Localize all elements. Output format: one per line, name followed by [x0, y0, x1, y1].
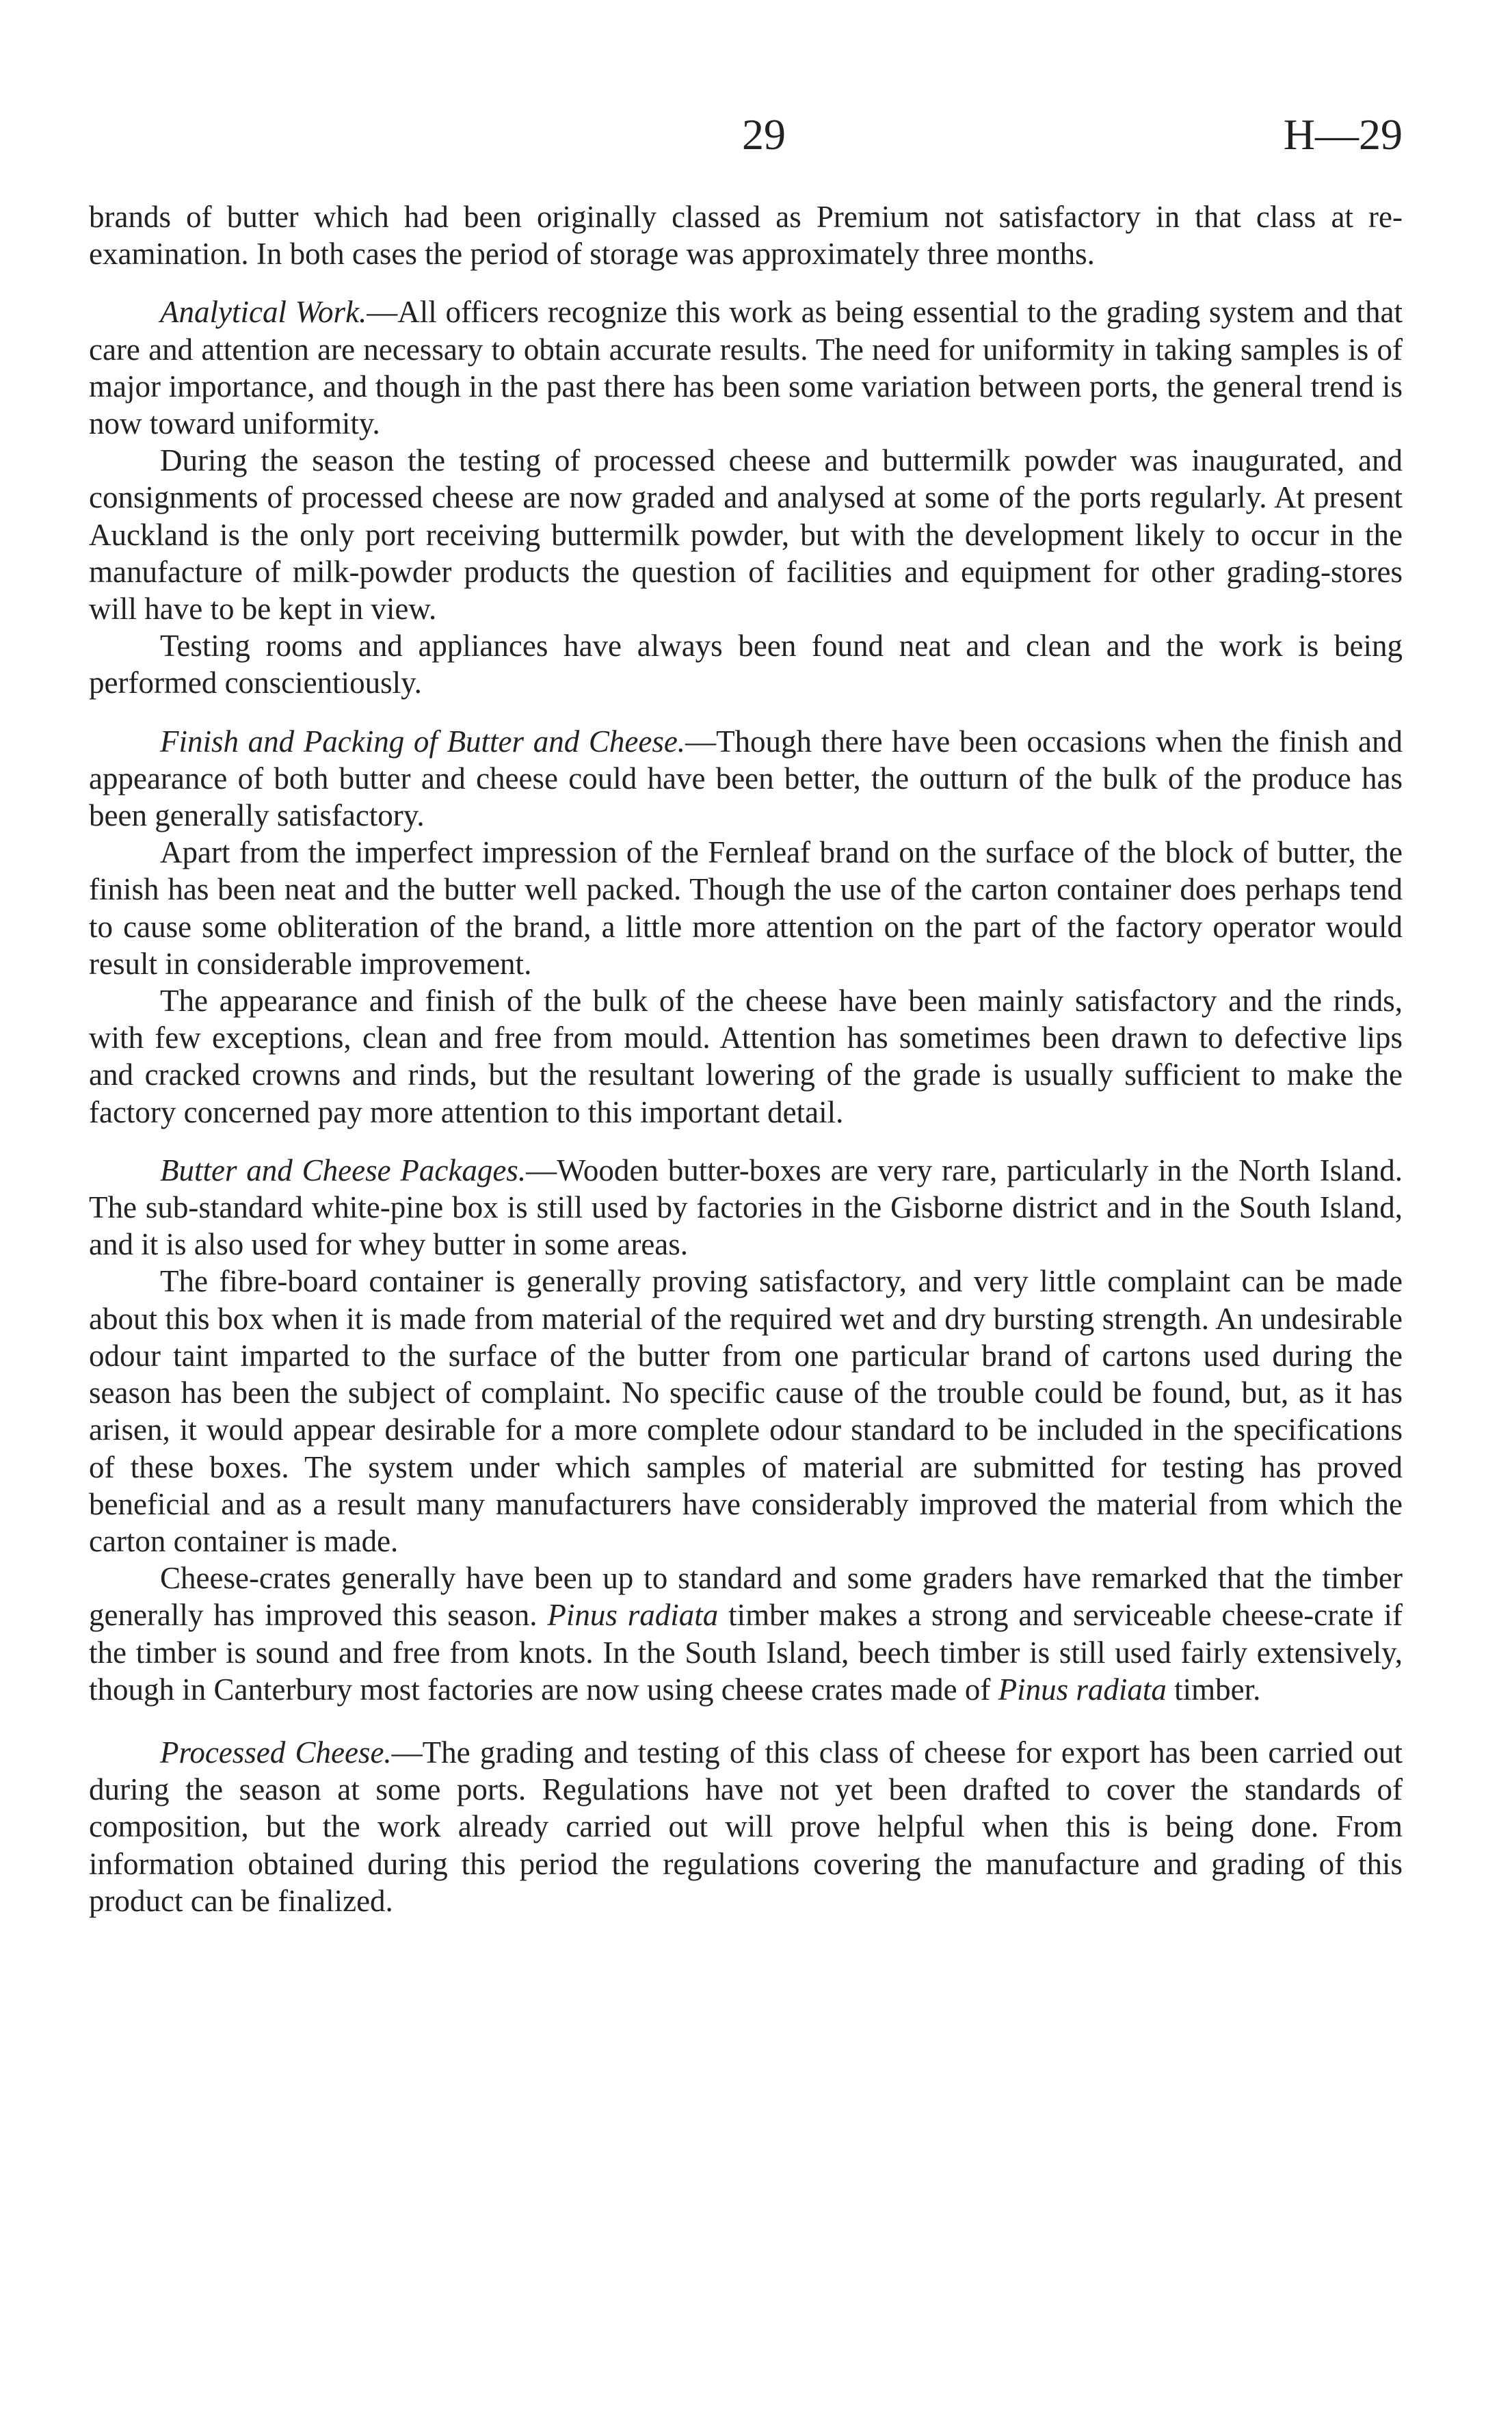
paragraph-text: —Wooden butter-boxes are very rare, particularly in the North Island. The sub-standard white-pine box is still used by factories in the Gisborne district and in the South Island, and it is also used for whey butter in some areas. [89, 1153, 1403, 1262]
section-heading-finish-packing: Finish and Packing of Butter and Cheese. [160, 724, 686, 759]
paragraph-text: —The grading and testing of this class of cheese for export has been carried out during the season at some ports. Regulations have not yet been drafted to cover the standards of composition, but the work already carried out will prove helpful when this is being done. From information obtained during this period the regulations covering the manufacture and grading of this product can be finalized. [89, 1735, 1403, 1918]
species-name: Pinus radiata [998, 1672, 1167, 1707]
body-text [89, 198, 1403, 1919]
paragraph-text: —All officers recognize this work as being essential to the grading system and that care and attention are necessary to obtain accurate results. The need for uniformity in taking samples is of major importance, and though in the past there has been some variation between ports, the general trend is now toward uniformity. [89, 295, 1403, 441]
paragraph-packages [89, 1152, 1403, 1263]
paragraph-testing-rooms: Testing rooms and appliances have always been found neat and clean and the work is being performed conscientiously. [89, 629, 1403, 700]
paragraph-text: timber. [1174, 1672, 1261, 1707]
paragraph-analytical-work [89, 293, 1403, 442]
paragraph-testing-inaugurated: During the season the testing of processed cheese and buttermilk powder was inaugurated, and consignments of processed cheese are now graded and analysed at some of the ports regularly. At present Auckland is the only port receiving buttermilk powder, but with the development likely to occur in the manufacture of milk-powder products the question of facilities and equipment for other grading-stores will have to be kept in view. [89, 443, 1403, 627]
paragraph-continued: brands of butter which had been originally classed as Premium not satisfactory in that class at re-examination. In both cases the period of storage was approximately three months. [89, 200, 1403, 272]
paragraph-fibre-board: The fibre-board container is generally proving satisfactory, and very little complaint can be made about this box when it is made from material of the required wet and dry bursting strength. An undesirable odour taint imparted to the surface of the butter from one particular brand of cartons used during the season has been the subject of complaint. No specific cause of the trouble could be found, but, as it has arisen, it would appear desirable for a more complete odour standard to be included in the specifications of these boxes. The system under which samples of material are submitted for testing has proved beneficial and as a result many manufacturers have considerably improved the material from which the carton container is made. [89, 1264, 1403, 1558]
paragraph-cheese-appearance: The appearance and finish of the bulk of the cheese have been mainly satisfactory and the rinds, with few exceptions, clean and free from mould. Attention has sometimes been drawn to defective lips and cracked crowns and rinds, but the resultant lowering of the grade is usually sufficient to make the factory concerned pay more attention to this important detail. [89, 984, 1403, 1129]
paragraph-text: timber makes a strong and serviceable cheese-crate if the timber is sound and free from knots. In the South Island, beech timber is still used fairly extensively, though in Canterbury most factories are now using cheese crates made of [89, 1598, 1403, 1707]
section-heading-packages: Butter and Cheese Packages. [160, 1153, 527, 1187]
section-heading-processed-cheese: Processed Cheese. [160, 1735, 392, 1770]
paragraph-fernleaf-brand: Apart from the imperfect impression of the Fernleaf brand on the surface of the block of butter, the finish has been neat and the butter well packed. Though the use of the carton container does perhaps tend to cause some obliteration of the brand, a little more attention on the part of the factory operator would result in considerable improvement. [89, 835, 1403, 981]
paragraph-cheese-crates [89, 1560, 1403, 1708]
document-code: H—29 [1283, 110, 1403, 159]
paragraph-text: Cheese-crates generally have been up to standard and some graders have remarked that the timber generally has improved this season. [89, 1561, 1403, 1633]
paragraph-processed-cheese [89, 1734, 1403, 1919]
page-header [89, 0, 1403, 198]
paragraph-text: —Though there have been occasions when the finish and appearance of both butter and cheese could have been better, the outturn of the bulk of the produce has been generally satisfactory. [89, 724, 1403, 833]
paragraph-finish-packing [89, 723, 1403, 835]
species-name: Pinus radiata [547, 1598, 719, 1633]
section-heading-analytical-work: Analytical Work. [160, 295, 367, 330]
page-number: 29 [742, 110, 786, 159]
